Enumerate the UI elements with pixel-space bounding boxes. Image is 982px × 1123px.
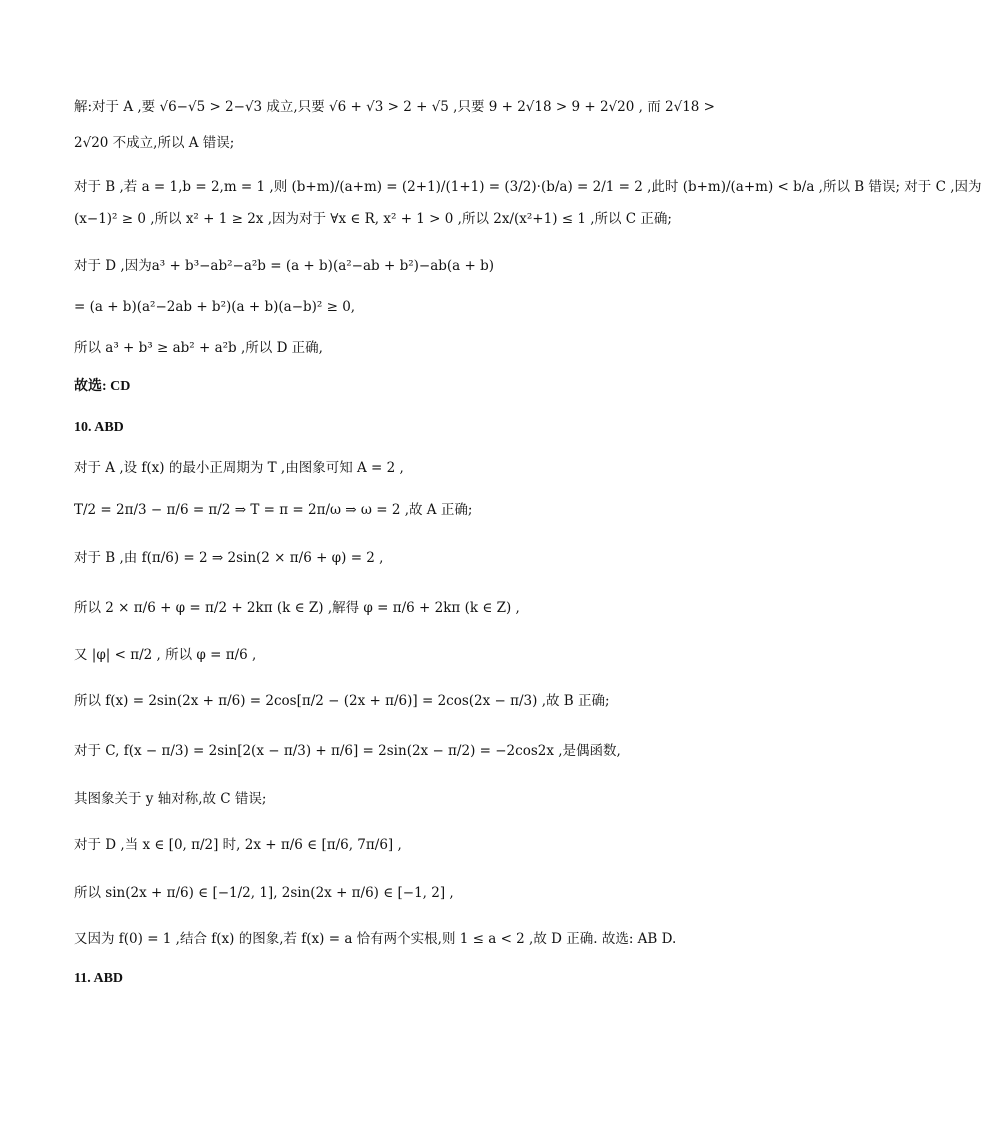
solution-line-7: 所以 a³ + b³ ≥ ab² + a²b ,所以 D 正确, [74, 340, 323, 356]
solution-line-10h: 其图象关于 y 轴对称,故 C 错误; [74, 791, 267, 807]
solution-line-10a: 对于 A ,设 f(x) 的最小正周期为 T ,由图象可知 A = 2 , [74, 460, 404, 476]
solution-line-10i: 对于 D ,当 x ∈ [0, π/2] 时, 2x + π/6 ∈ [π/6, 7π/6] , [74, 837, 402, 853]
solution-line-10d: 所以 2 × π/6 + φ = π/2 + 2kπ (k ∈ Z) ,解得 φ = π/6 + 2kπ (k ∈ Z) , [74, 600, 520, 616]
solution-line-4: (x−1)² ≥ 0 ,所以 x² + 1 ≥ 2x ,因为对于 ∀x ∈ R, x² + 1 > 0 ,所以 2x/(x²+1) ≤ 1 ,所以 C 正确; [74, 211, 672, 227]
solution-line-10k: 又因为 f(0) = 1 ,结合 f(x) 的图象,若 f(x) = a 恰有两个实根,则 1 ≤ a < 2 ,故 D 正确. 故选: AB D. [74, 931, 677, 947]
solution-line-10e: 又 |φ| < π/2 , 所以 φ = π/6 , [74, 647, 257, 663]
solution-line-10g: 对于 C, f(x − π/3) = 2sin[2(x − π/3) + π/6] = 2sin(2x − π/2) = −2cos2x ,是偶函数, [74, 743, 621, 759]
solution-line-10j: 所以 sin(2x + π/6) ∈ [−1/2, 1], 2sin(2x + π/6) ∈ [−1, 2] , [74, 885, 454, 901]
answer-line-9: 故选: CD [74, 379, 131, 394]
question-number-10: 10. ABD [74, 420, 124, 435]
solution-line-5: 对于 D ,因为a³ + b³−ab²−a²b = (a + b)(a²−ab + b²)−ab(a + b) [74, 258, 495, 274]
solution-line-1: 解:对于 A ,要 √6−√5 > 2−√3 成立,只要 √6 + √3 > 2 + √5 ,只要 9 + 2√18 > 9 + 2√20 , 而 2√18 > [74, 99, 715, 115]
solution-line-10b: T/2 = 2π/3 − π/6 = π/2 ⇒ T = π = 2π/ω ⇒ ω = 2 ,故 A 正确; [74, 502, 473, 518]
solution-line-10c: 对于 B ,由 f(π/6) = 2 ⇒ 2sin(2 × π/6 + φ) = 2 , [74, 550, 384, 566]
question-number-11: 11. ABD [74, 971, 124, 986]
solution-line-3: 对于 B ,若 a = 1,b = 2,m = 1 ,则 (b+m)/(a+m) = (2+1)/(1+1) = (3/2)·(b/a) = 2/1 = 2 ,此时 (b+m)/(a+m) < b/a ,所以 B 错误; 对于 C ,因为 [74, 179, 982, 195]
solution-line-6: = (a + b)(a²−2ab + b²)(a + b)(a−b)² ≥ 0, [74, 299, 356, 315]
solution-line-10f: 所以 f(x) = 2sin(2x + π/6) = 2cos[π/2 − (2x + π/6)] = 2cos(2x − π/3) ,故 B 正确; [74, 693, 610, 709]
solution-line-2: 2√20 不成立,所以 A 错误; [74, 135, 235, 151]
